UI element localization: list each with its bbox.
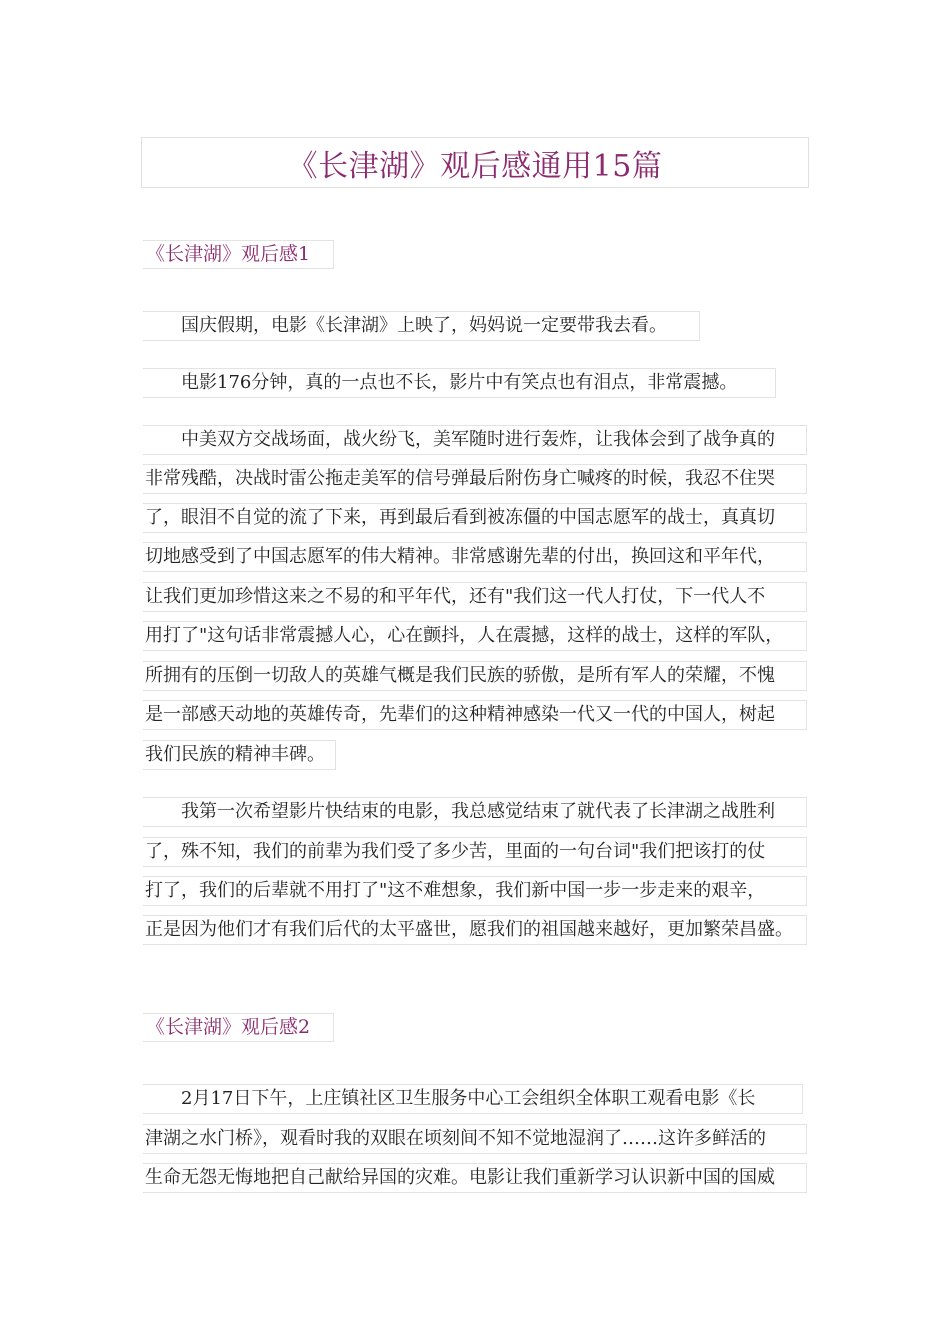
section-heading-1: 《长津湖》观后感1 <box>143 240 334 269</box>
section-heading-2: 《长津湖》观后感2 <box>143 1013 334 1042</box>
document-title: 《长津湖》观后感通用15篇 <box>287 149 663 184</box>
paragraph-line: 了，殊不知，我们的前辈为我们受了多少苦，里面的一句台词"我们把该打的仗 <box>143 837 807 867</box>
paragraph-line: 我第一次希望影片快结束的电影，我总感觉结束了就代表了长津湖之战胜利 <box>143 797 807 827</box>
paragraph-line: 生命无怨无悔地把自己献给异国的灾难。电影让我们重新学习认识新中国的国威 <box>143 1163 807 1193</box>
paragraph-line: 国庆假期，电影《长津湖》上映了，妈妈说一定要带我去看。 <box>143 311 700 341</box>
paragraph-line: 了，眼泪不自觉的流了下来，再到最后看到被冻僵的中国志愿军的战士，真真切 <box>143 503 807 533</box>
paragraph-line: 是一部感天动地的英雄传奇，先辈们的这种精神感染一代又一代的中国人，树起 <box>143 700 807 730</box>
paragraph-line: 津湖之水门桥》，观看时我的双眼在顷刻间不知不觉地湿润了……这许多鲜活的 <box>143 1124 807 1154</box>
paragraph-line: 非常残酷，决战时雷公拖走美军的信号弹最后附伤身亡喊疼的时候，我忍不住哭 <box>143 464 807 494</box>
paragraph-line: 用打了"这句话非常震撼人心，心在颤抖，人在震撼，这样的战士，这样的军队， <box>143 621 807 651</box>
paragraph-line: 打了，我们的后辈就不用打了"这不难想象，我们新中国一步一步走来的艰辛， <box>143 876 807 906</box>
paragraph-line: 切地感受到了中国志愿军的伟大精神。非常感谢先辈的付出，换回这和平年代， <box>143 542 807 572</box>
paragraph-line: 中美双方交战场面，战火纷飞，美军随时进行轰炸，让我体会到了战争真的 <box>143 425 807 455</box>
paragraph-line: 让我们更加珍惜这来之不易的和平年代，还有"我们这一代人打仗，下一代人不 <box>143 582 807 612</box>
paragraph-line: 正是因为他们才有我们后代的太平盛世，愿我们的祖国越来越好，更加繁荣昌盛。 <box>143 915 807 945</box>
document-title-box <box>141 137 809 188</box>
paragraph-line: 电影176分钟，真的一点也不长，影片中有笑点也有泪点，非常震撼。 <box>143 368 776 398</box>
paragraph-line: 2月17日下午，上庄镇社区卫生服务中心工会组织全体职工观看电影《长 <box>143 1084 803 1114</box>
paragraph-line: 我们民族的精神丰碑。 <box>143 740 336 770</box>
paragraph-line: 所拥有的压倒一切敌人的英雄气概是我们民族的骄傲，是所有军人的荣耀，不愧 <box>143 661 807 691</box>
